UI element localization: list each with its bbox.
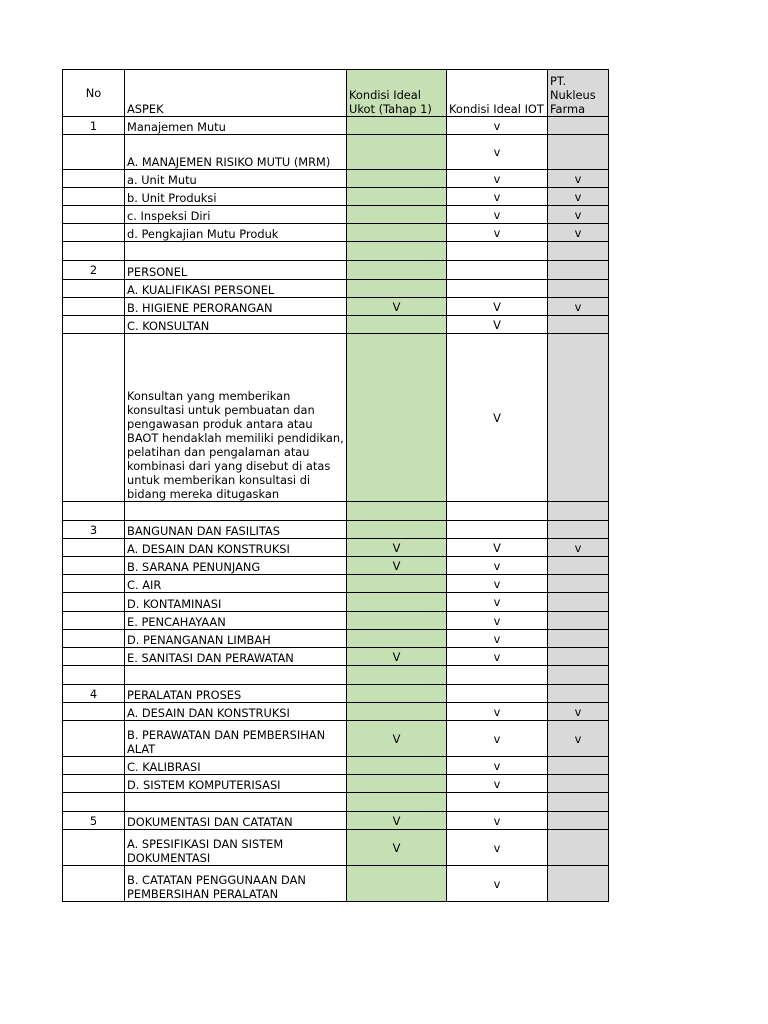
- row-nukleus-check: [548, 280, 609, 298]
- row-iot-check: [447, 521, 548, 539]
- row-ukot-check: [347, 224, 447, 242]
- row-no: [63, 242, 125, 261]
- row-aspek: [125, 666, 347, 685]
- row-ukot-check: [347, 630, 447, 648]
- row-iot-check: [447, 280, 548, 298]
- row-ukot-check: [347, 703, 447, 721]
- row-nukleus-check: [548, 648, 609, 666]
- row-iot-check: [447, 502, 548, 521]
- row-aspek: C. KONSULTAN: [125, 316, 347, 334]
- row-aspek: [125, 793, 347, 812]
- header-row: [63, 70, 609, 117]
- row-iot-check: v: [447, 135, 548, 170]
- row-iot-check: v: [447, 224, 548, 242]
- table-row: [63, 830, 609, 866]
- table-row: [63, 630, 609, 648]
- row-ukot-check: [347, 757, 447, 775]
- row-ukot-check: [347, 206, 447, 224]
- table-row: [63, 557, 609, 575]
- row-iot-check: V: [447, 539, 548, 557]
- row-iot-check: v: [447, 612, 548, 630]
- row-iot-check: v: [447, 648, 548, 666]
- table-row: [63, 298, 609, 316]
- row-no: [63, 775, 125, 793]
- row-aspek: DOKUMENTASI DAN CATATAN: [125, 812, 347, 830]
- row-no: [63, 757, 125, 775]
- row-ukot-check: [347, 521, 447, 539]
- row-ukot-check: [347, 593, 447, 612]
- row-nukleus-check: [548, 685, 609, 703]
- table-row: [63, 188, 609, 206]
- row-iot-check: v: [447, 170, 548, 188]
- row-iot-check: V: [447, 316, 548, 334]
- row-ukot-check: [347, 666, 447, 685]
- table-row: [63, 721, 609, 757]
- row-iot-check: v: [447, 830, 548, 866]
- row-ukot-check: V: [347, 557, 447, 575]
- row-aspek: PERSONEL: [125, 261, 347, 280]
- row-no: [63, 502, 125, 521]
- row-no: 5: [63, 812, 125, 830]
- row-no: [63, 866, 125, 902]
- row-ukot-check: [347, 242, 447, 261]
- row-no: [63, 298, 125, 316]
- row-ukot-check: [347, 775, 447, 793]
- table-row: [63, 593, 609, 612]
- row-ukot-check: [347, 334, 447, 502]
- row-nukleus-check: [548, 521, 609, 539]
- row-ukot-check: V: [347, 721, 447, 757]
- row-aspek: PERALATAN PROSES: [125, 685, 347, 703]
- row-aspek: B. CATATAN PENGGUNAAN DAN PEMBERSIHAN PERALATAN: [125, 866, 347, 902]
- table-row: [63, 316, 609, 334]
- row-aspek: A. SPESIFIKASI DAN SISTEM DOKUMENTASI: [125, 830, 347, 866]
- row-ukot-check: [347, 685, 447, 703]
- row-aspek: D. PENANGANAN LIMBAH: [125, 630, 347, 648]
- row-iot-check: v: [447, 557, 548, 575]
- header-no: No: [63, 70, 125, 117]
- table-row: [63, 666, 609, 685]
- row-aspek: E. SANITASI DAN PERAWATAN: [125, 648, 347, 666]
- row-aspek: C. AIR: [125, 575, 347, 593]
- row-no: 1: [63, 117, 125, 135]
- table-row: [63, 261, 609, 280]
- row-no: [63, 135, 125, 170]
- row-no: [63, 593, 125, 612]
- row-aspek: a. Unit Mutu: [125, 170, 347, 188]
- table-row: [63, 775, 609, 793]
- row-iot-check: v: [447, 812, 548, 830]
- table-row: [63, 757, 609, 775]
- row-nukleus-check: [548, 334, 609, 502]
- row-nukleus-check: [548, 630, 609, 648]
- table-row: [63, 793, 609, 812]
- row-iot-check: [447, 242, 548, 261]
- table-row: [63, 685, 609, 703]
- row-iot-check: v: [447, 206, 548, 224]
- row-aspek: [125, 502, 347, 521]
- table-row: [63, 117, 609, 135]
- row-no: [63, 575, 125, 593]
- table-row: [63, 612, 609, 630]
- row-ukot-check: [347, 261, 447, 280]
- header-aspek: ASPEK: [125, 70, 347, 117]
- table-row: [63, 812, 609, 830]
- row-iot-check: V: [447, 298, 548, 316]
- row-iot-check: V: [447, 334, 548, 502]
- row-aspek: B. PERAWATAN DAN PEMBERSIHAN ALAT: [125, 721, 347, 757]
- row-iot-check: v: [447, 775, 548, 793]
- row-aspek: A. DESAIN DAN KONSTRUKSI: [125, 539, 347, 557]
- table-row: [63, 206, 609, 224]
- row-no: [63, 316, 125, 334]
- row-aspek: E. PENCAHAYAAN: [125, 612, 347, 630]
- row-nukleus-check: v: [548, 539, 609, 557]
- row-no: 3: [63, 521, 125, 539]
- row-iot-check: v: [447, 703, 548, 721]
- row-ukot-check: V: [347, 812, 447, 830]
- row-no: [63, 539, 125, 557]
- row-no: [63, 721, 125, 757]
- row-ukot-check: [347, 170, 447, 188]
- row-no: [63, 224, 125, 242]
- row-no: [63, 612, 125, 630]
- row-nukleus-check: [548, 261, 609, 280]
- row-nukleus-check: [548, 135, 609, 170]
- row-ukot-check: V: [347, 298, 447, 316]
- row-aspek: c. Inspeksi Diri: [125, 206, 347, 224]
- row-ukot-check: [347, 793, 447, 812]
- row-iot-check: [447, 261, 548, 280]
- row-iot-check: v: [447, 757, 548, 775]
- table-row: [63, 648, 609, 666]
- row-aspek: A. DESAIN DAN KONSTRUKSI: [125, 703, 347, 721]
- row-aspek: B. SARANA PENUNJANG: [125, 557, 347, 575]
- row-iot-check: v: [447, 630, 548, 648]
- row-nukleus-check: [548, 316, 609, 334]
- row-aspek: Manajemen Mutu: [125, 117, 347, 135]
- row-nukleus-check: v: [548, 188, 609, 206]
- row-no: [63, 630, 125, 648]
- row-nukleus-check: [548, 575, 609, 593]
- row-nukleus-check: [548, 666, 609, 685]
- row-nukleus-check: [548, 793, 609, 812]
- row-nukleus-check: [548, 557, 609, 575]
- row-nukleus-check: [548, 502, 609, 521]
- table-row: [63, 242, 609, 261]
- aspect-checklist-table: [62, 69, 609, 902]
- row-ukot-check: [347, 188, 447, 206]
- row-aspek: D. KONTAMINASI: [125, 593, 347, 612]
- row-iot-check: v: [447, 721, 548, 757]
- header-nukleus-text: PT. Nukleus Farma: [550, 74, 596, 116]
- row-ukot-check: [347, 575, 447, 593]
- row-ukot-check: V: [347, 539, 447, 557]
- row-nukleus-check: [548, 242, 609, 261]
- row-aspek: C. KALIBRASI: [125, 757, 347, 775]
- row-nukleus-check: [548, 612, 609, 630]
- row-no: [63, 170, 125, 188]
- row-ukot-check: [347, 866, 447, 902]
- row-nukleus-check: v: [548, 206, 609, 224]
- row-ukot-check: V: [347, 830, 447, 866]
- row-iot-check: [447, 793, 548, 812]
- row-no: [63, 830, 125, 866]
- row-no: [63, 648, 125, 666]
- row-no: [63, 703, 125, 721]
- table-row: [63, 575, 609, 593]
- table-row: [63, 334, 609, 502]
- row-iot-check: v: [447, 593, 548, 612]
- row-iot-check: [447, 666, 548, 685]
- table-row: [63, 224, 609, 242]
- row-aspek: BANGUNAN DAN FASILITAS: [125, 521, 347, 539]
- row-nukleus-check: [548, 830, 609, 866]
- row-nukleus-check: v: [548, 703, 609, 721]
- table-row: [63, 170, 609, 188]
- table-row: [63, 135, 609, 170]
- row-aspek: Konsultan yang memberikan konsultasi untuk pembuatan dan pengawasan produk antara atau BAOT hendaklah memiliki pendidikan, pelatihan dan pengalaman atau kombinasi dari yang disebut di atas untuk memberikan konsultasi di bidang mereka ditugaskan: [125, 334, 347, 502]
- row-nukleus-check: v: [548, 721, 609, 757]
- row-no: 2: [63, 261, 125, 280]
- row-no: [63, 206, 125, 224]
- row-ukot-check: [347, 316, 447, 334]
- row-ukot-check: [347, 612, 447, 630]
- row-ukot-check: [347, 135, 447, 170]
- table-row: [63, 703, 609, 721]
- row-nukleus-check: [548, 812, 609, 830]
- table-row: [63, 866, 609, 902]
- row-nukleus-check: [548, 757, 609, 775]
- row-aspek: [125, 242, 347, 261]
- table-row: [63, 539, 609, 557]
- row-iot-check: v: [447, 117, 548, 135]
- row-nukleus-check: [548, 593, 609, 612]
- header-iot: Kondisi Ideal IOT: [447, 70, 548, 117]
- header-ukot: Kondisi Ideal Ukot (Tahap 1): [347, 70, 447, 117]
- row-nukleus-check: [548, 117, 609, 135]
- row-aspek: A. MANAJEMEN RISIKO MUTU (MRM): [125, 135, 347, 170]
- row-no: [63, 280, 125, 298]
- row-ukot-check: [347, 280, 447, 298]
- row-iot-check: v: [447, 575, 548, 593]
- row-no: [63, 188, 125, 206]
- row-aspek: d. Pengkajian Mutu Produk: [125, 224, 347, 242]
- row-no: [63, 793, 125, 812]
- row-aspek: D. SISTEM KOMPUTERISASI: [125, 775, 347, 793]
- table-row: [63, 502, 609, 521]
- row-nukleus-check: v: [548, 298, 609, 316]
- row-nukleus-check: v: [548, 224, 609, 242]
- table-row: [63, 280, 609, 298]
- row-iot-check: v: [447, 866, 548, 902]
- row-ukot-check: [347, 117, 447, 135]
- row-aspek: A. KUALIFIKASI PERSONEL: [125, 280, 347, 298]
- table-row: [63, 521, 609, 539]
- row-no: [63, 666, 125, 685]
- row-iot-check: [447, 685, 548, 703]
- row-ukot-check: V: [347, 648, 447, 666]
- row-no: [63, 334, 125, 502]
- row-nukleus-check: [548, 775, 609, 793]
- row-no: 4: [63, 685, 125, 703]
- row-aspek: B. HIGIENE PERORANGAN: [125, 298, 347, 316]
- row-iot-check: v: [447, 188, 548, 206]
- row-no: [63, 557, 125, 575]
- row-ukot-check: [347, 502, 447, 521]
- row-nukleus-check: [548, 866, 609, 902]
- row-nukleus-check: v: [548, 170, 609, 188]
- header-nukleus: [548, 70, 609, 117]
- row-aspek: b. Unit Produksi: [125, 188, 347, 206]
